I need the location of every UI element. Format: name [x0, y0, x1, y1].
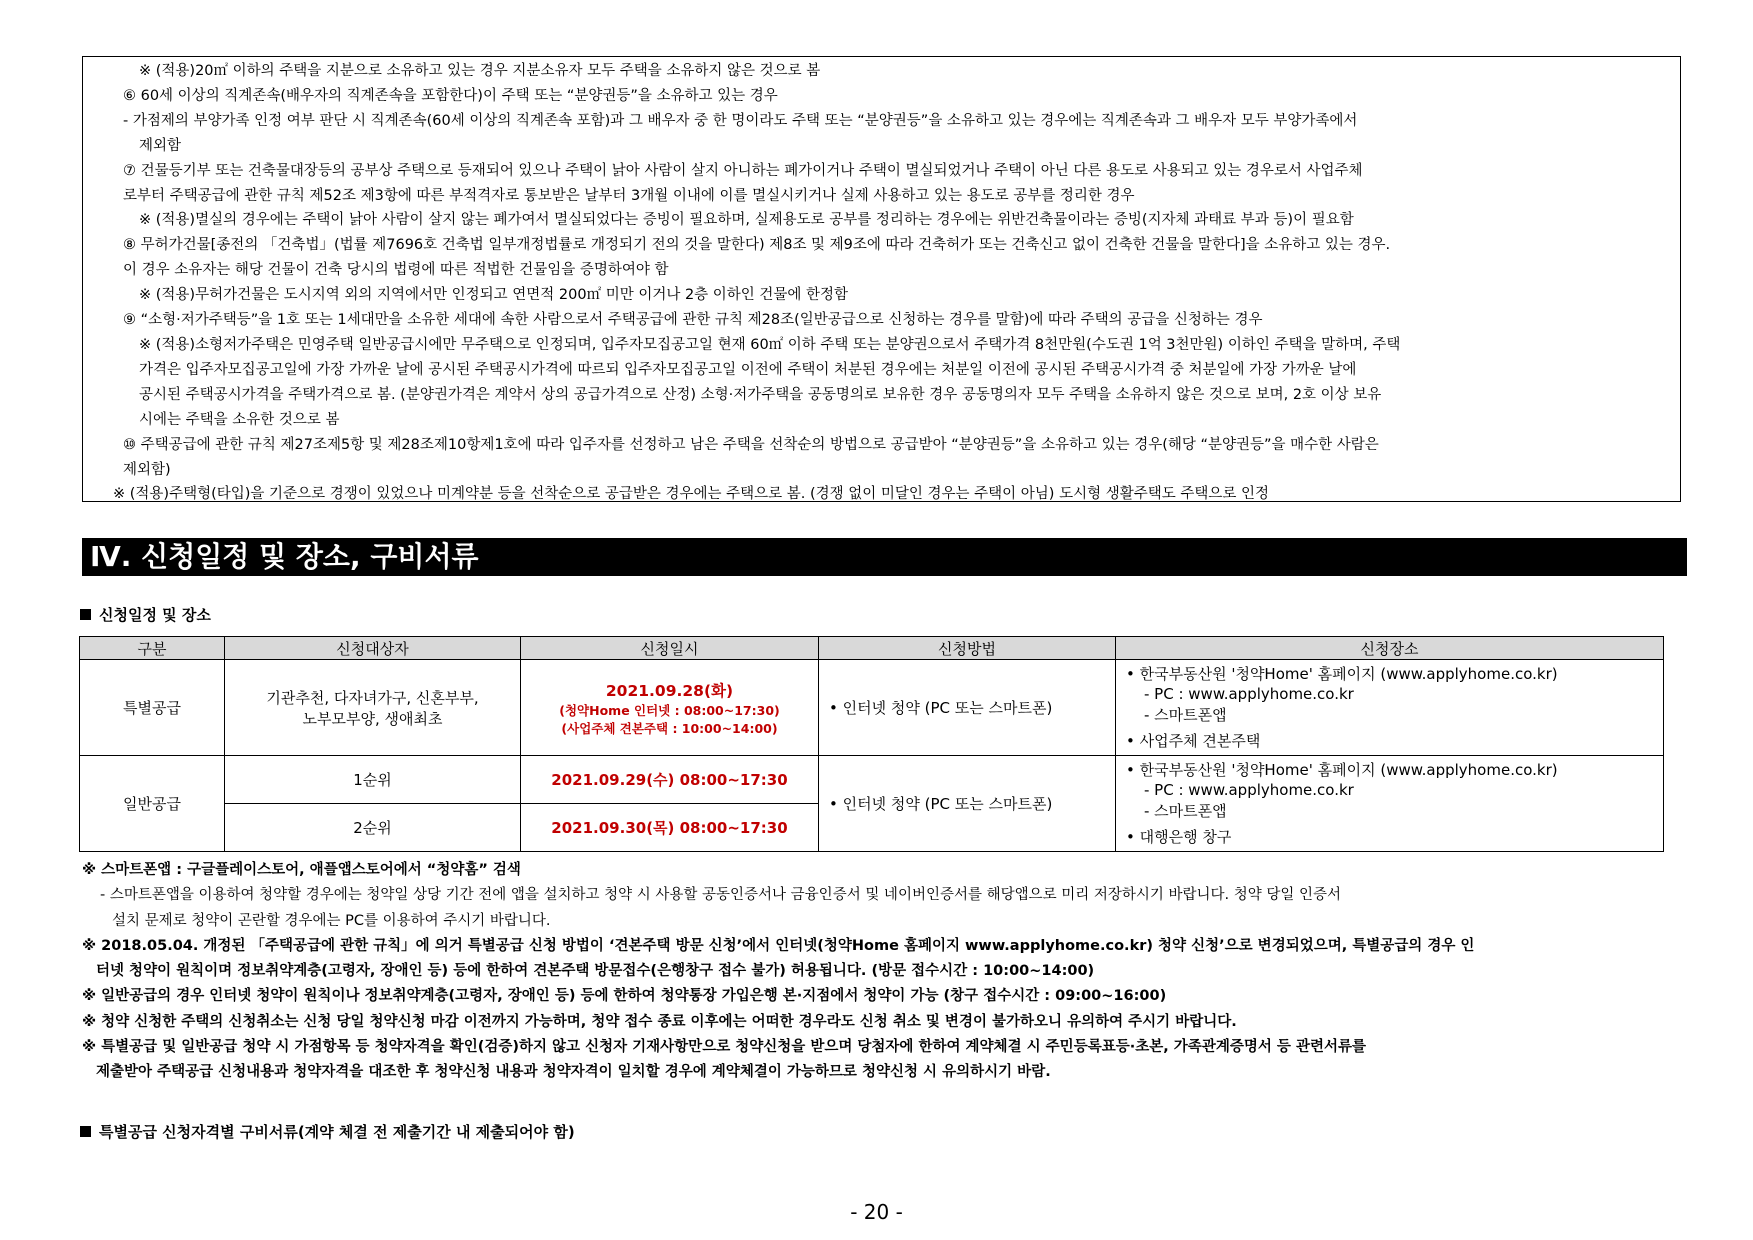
notes-block — [82, 858, 1682, 1086]
box-line: ⑨ “소형·저가주택등”을 1호 또는 1세대만을 소유한 세대에 속한 사람으로서 주택공급에 관한 규칙 제28조(일반공급으로 신청하는 경우를 말함)에 따라 주택의 공급을 신청하는 경우 — [123, 312, 1263, 329]
box-line: ⑧ 무허가건물[종전의 「건축법」(법률 제7696호 건축법 일부개정법률로 개정되기 전의 것을 말한다) 제8조 및 제9조에 따라 건축허가 또는 건축신고 없이 건축한 건물을 말한다]을 소유하고 있는 경우. — [123, 237, 1391, 254]
subheading-schedule-text: 신청일정 및 장소 — [99, 606, 211, 624]
general-category: 일반공급 — [80, 756, 225, 852]
special-date: 2021.09.28(화) — [605, 681, 734, 700]
box-line: ※ (적용)무허가건물은 도시지역 외의 지역에서만 인정되고 연면적 200㎡ 미만 이거나 2층 이하인 건물에 한정함 — [139, 287, 849, 304]
special-target-line1: 기관추천, 다자녀가구, 신혼부부, — [266, 688, 479, 707]
general-rank2: 2순위 — [225, 804, 521, 852]
note-line: ※ 2018.05.04. 개정된 「주택공급에 관한 규칙」에 의거 특별공급 신청 방법이 ‘견본주택 방문 신청’에서 인터넷(청약Home 홈페이지 www.applyhome.co.kr) 청약 신청’으로 변경되었으며, 특별공급의 경우 인 — [82, 937, 1475, 954]
square-bullet-icon — [80, 1126, 91, 1137]
general-rank1-date: 2021.09.29(수) 08:00~17:30 — [521, 756, 819, 804]
box-line: ⑥ 60세 이상의 직계존속(배우자의 직계존속을 포함한다)이 주택 또는 “분양권등”을 소유하고 있는 경우 — [123, 87, 778, 104]
general-method: • 인터넷 청약 (PC 또는 스마트폰) — [819, 756, 1116, 852]
eligibility-notes-box — [82, 56, 1681, 502]
note-line: 제출받아 주택공급 신청내용과 청약자격을 대조한 후 청약신청 내용과 청약자격이 일치할 경우에 계약체결이 가능하므로 청약신청 시 유의하시기 바람. — [96, 1064, 1051, 1081]
box-line: 공시된 주택공시가격을 주택가격으로 봄. (분양권가격은 계약서 상의 공급가격으로 산정) 소형·저가주택을 공동명의로 보유한 경우 공동명의자 모두 주택을 소유하지 않은 것으로 보며, 2호 이상 보유 — [139, 386, 1382, 403]
note-line: ※ 스마트폰앱 : 구글플레이스토어, 애플앱스토어에서 “청약홈” 검색 — [82, 862, 521, 878]
special-target — [225, 660, 521, 756]
box-line: ※ (적용)20㎡ 이하의 주택을 지분으로 소유하고 있는 경우 지분소유자 모두 주택을 소유하지 않은 것으로 봄 — [139, 63, 821, 79]
box-line: 시에는 주택을 소유한 것으로 봄 — [139, 411, 340, 428]
general-place-line1: • 한국부동산원 '청약Home' 홈페이지 (www.applyhome.co.kr) — [1126, 760, 1558, 779]
special-target-line2: 노부모부양, 생애최초 — [302, 709, 443, 728]
schedule-table — [79, 636, 1664, 852]
header-datetime: 신청일시 — [521, 637, 819, 660]
special-place — [1116, 660, 1664, 756]
note-line: ※ 청약 신청한 주택의 신청취소는 신청 당일 청약신청 마감 이전까지 가능하며, 청약 접수 종료 이후에는 어떠한 경우라도 신청 취소 및 변경이 불가하오니 유의하여 주시기 바랍니다. — [82, 1013, 1237, 1030]
note-line: ※ 특별공급 및 일반공급 청약 시 가점항목 등 청약자격을 확인(검증)하지 않고 신청자 기재사항만으로 청약신청을 받으며 당첨자에 한하여 계약체결 시 주민등록표등·초본, 가족관계증명서 등 관련서류를 — [82, 1039, 1366, 1056]
note-line: - 스마트폰앱을 이용하여 청약할 경우에는 청약일 상당 기간 전에 앱을 설치하고 청약 시 사용할 공동인증서나 금융인증서 및 네이버인증서를 해당앱으로 미리 저장하시기 바랍니다. 청약 당일 인증서 — [100, 887, 1342, 904]
general-place-line2: - PC : www.applyhome.co.kr — [1144, 781, 1354, 799]
special-place-line2: - PC : www.applyhome.co.kr — [1144, 685, 1354, 703]
header-place: 신청장소 — [1116, 637, 1664, 660]
special-datetime — [521, 660, 819, 756]
header-method: 신청방법 — [819, 637, 1116, 660]
general-rank1: 1순위 — [225, 756, 521, 804]
section-title: Ⅳ. 신청일정 및 장소, 구비서류 — [82, 538, 1687, 576]
header-target: 신청대상자 — [225, 637, 521, 660]
box-line: - 가점제의 부양가족 인정 여부 판단 시 직계존속(60세 이상의 직계존속 포함)과 그 배우자 중 한 명이라도 주택 또는 “분양권등”을 소유하고 있는 경우에는 직계존속과 그 배우자 모두 부양가족에서 — [123, 112, 1358, 129]
box-line: ※ (적용)멸실의 경우에는 주택이 낡아 사람이 살지 않는 폐가여서 멸실되었다는 증빙이 필요하며, 실제용도로 공부를 정리하는 경우에는 위반건축물이라는 증빙(지자체 과태료 부과 등)이 필요함 — [139, 212, 1354, 229]
page-number: - 20 - — [850, 1200, 903, 1224]
subheading-schedule — [80, 604, 211, 625]
general-place — [1116, 756, 1664, 852]
box-line: ⑩ 주택공급에 관한 규칙 제27조제5항 및 제28조제10항제1호에 따라 입주자를 선정하고 남은 주택을 선착순의 방법으로 공급받아 “분양권등”을 소유하고 있는 경우(해당 “분양권등”을 매수한 사람은 — [123, 436, 1379, 453]
box-line: 가격은 입주자모집공고일에 가장 가까운 날에 공시된 주택공시가격에 따르되 입주자모집공고일 이전에 주택이 처분된 경우에는 처분일 이전에 공시된 주택공시가격 중 처분일에 가장 가까운 날에 — [139, 361, 1357, 378]
special-place-line3: - 스마트폰앱 — [1144, 705, 1227, 724]
box-line: 제외함) — [123, 461, 171, 478]
table-row-special — [80, 660, 1664, 756]
general-place-line4: • 대행은행 창구 — [1126, 828, 1232, 846]
box-line: 로부터 주택공급에 관한 규칙 제52조 제3항에 따른 부적격자로 통보받은 날부터 3개월 이내에 이를 멸실시키거나 실제 사용하고 있는 용도로 공부를 정리한 경우 — [123, 187, 1135, 204]
box-line: ※ (적용)소형저가주택은 민영주택 일반공급시에만 무주택으로 인정되며, 입주자모집공고일 현재 60㎡ 이하 주택 또는 분양권으로서 주택가격 8천만원(수도권 1억 3천만원) 이하인 주택을 말하며, 주택 — [139, 336, 1401, 353]
note-line: 터넷 청약이 원칙이며 정보취약계층(고령자, 장애인 등) 등에 한하여 견본주택 방문접수(은행창구 접수 불가) 허용됩니다. (방문 접수시간 : 10:00~14:00) — [96, 963, 1095, 980]
table-header-row — [80, 637, 1664, 660]
special-place-line1: • 한국부동산원 '청약Home' 홈페이지 (www.applyhome.co.kr) — [1126, 664, 1558, 683]
general-rank2-date: 2021.09.30(목) 08:00~17:30 — [521, 804, 819, 852]
special-category: 특별공급 — [80, 660, 225, 756]
general-place-line3: - 스마트폰앱 — [1144, 801, 1227, 820]
special-time-online: (청약Home 인터넷 : 08:00~17:30) — [559, 702, 780, 718]
header-category: 구분 — [80, 637, 225, 660]
special-time-modelhouse: (사업주체 견본주택 : 10:00~14:00) — [561, 720, 778, 736]
square-bullet-icon — [80, 609, 91, 620]
box-line: 이 경우 소유자는 해당 건물이 건축 당시의 법령에 따른 적법한 건물임을 증명하여야 함 — [123, 262, 669, 279]
note-line: 설치 문제로 청약이 곤란할 경우에는 PC를 이용하여 주시기 바랍니다. — [112, 912, 551, 929]
box-line: 제외함 — [139, 137, 182, 154]
note-line: ※ 일반공급의 경우 인터넷 청약이 원칙이나 정보취약계층(고령자, 장애인 등) 등에 한하여 청약통장 가입은행 본·지점에서 청약이 가능 (창구 접수시간 : 09:00~16:00) — [82, 988, 1167, 1005]
table-row-general-rank1 — [80, 756, 1664, 804]
special-method: • 인터넷 청약 (PC 또는 스마트폰) — [819, 660, 1116, 756]
box-line: ※ (적용)주택형(타입)을 기준으로 경쟁이 있었으나 미계약분 등을 선착순으로 공급받은 경우에는 주택으로 봄. (경쟁 없이 미달인 경우는 주택이 아님) 도시형 생활주택도 주택으로 인정 — [113, 486, 1269, 503]
special-place-line4: • 사업주체 견본주택 — [1126, 732, 1261, 750]
subheading-documents — [80, 1121, 575, 1142]
box-line: ⑦ 건물등기부 또는 건축물대장등의 공부상 주택으로 등재되어 있으나 주택이 낡아 사람이 살지 아니하는 폐가이거나 주택이 멸실되었거나 주택이 아닌 다른 용도로 사용되고 있는 경우로서 사업주체 — [123, 162, 1363, 179]
subheading-documents-text: 특별공급 신청자격별 구비서류(계약 체결 전 제출기간 내 제출되어야 함) — [99, 1123, 575, 1141]
